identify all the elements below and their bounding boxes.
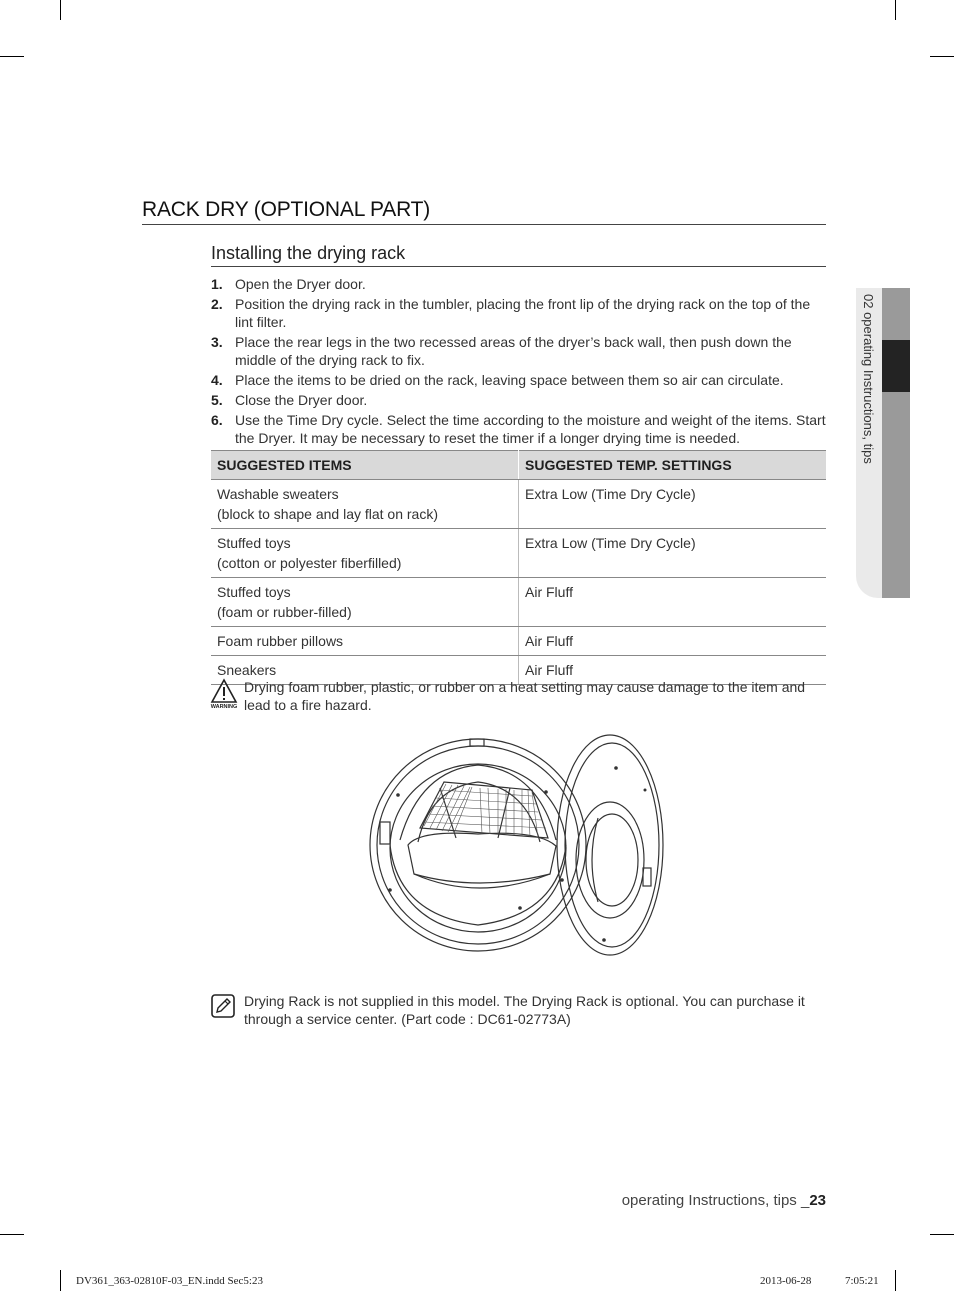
step-item (211, 371, 826, 389)
warning-text: Drying foam rubber, plastic, or rubber on a heat setting may cause damage to the item and lead to a fire hazard. (244, 679, 806, 713)
slug-file: DV361_363-02810F-03_EN.indd Sec5:23 (76, 1275, 263, 1287)
item-name: Stuffed toys (217, 584, 291, 600)
step-text: Place the rear legs in the two recessed areas of the dryer’s back wall, then push down the middle of the drying rack to fix. (235, 334, 792, 368)
step-number: 6. (211, 412, 223, 428)
step-item (211, 391, 826, 409)
subsection-title: Installing the drying rack (211, 243, 406, 263)
step-text: Position the drying rack in the tumbler, placing the front lip of the drying rack on the top of the lint filter. (235, 296, 811, 330)
side-tab-strip (882, 288, 910, 598)
footer-section: operating Instructions, tips _ (621, 1192, 810, 1209)
item-name: Sneakers (217, 662, 277, 678)
slug-date: 2013-06-28 (760, 1275, 812, 1287)
warning-icon-label: WARNING (210, 704, 238, 710)
page-footer (622, 1192, 826, 1209)
step-text: Open the Dryer door. (235, 276, 366, 292)
table-row (211, 529, 826, 578)
side-tab-marker (882, 340, 910, 392)
item-name: Washable sweaters (217, 486, 339, 502)
temp-settings-table (211, 450, 826, 685)
setting-cell: Extra Low (Time Dry Cycle) (519, 529, 827, 578)
item-detail: (block to shape and lay flat on rack) (217, 506, 439, 522)
setting-cell: Air Fluff (519, 656, 827, 685)
crop-mark (60, 1270, 61, 1291)
dryer-rack-illustration (360, 730, 680, 962)
step-number: 4. (211, 372, 223, 388)
page-number: 23 (809, 1192, 826, 1209)
setting-cell: Air Fluff (519, 578, 827, 627)
step-text: Close the Dryer door. (235, 392, 368, 408)
step-number: 3. (211, 334, 223, 350)
slug-time: 7:05:21 (845, 1275, 879, 1287)
item-name: Foam rubber pillows (217, 633, 344, 649)
table-row (211, 578, 826, 627)
step-item (211, 411, 826, 447)
table-row (211, 627, 826, 656)
item-detail: (cotton or polyester fiberfilled) (217, 555, 402, 571)
install-steps (211, 275, 826, 449)
section-title: RACK DRY (OPTIONAL PART) (142, 198, 431, 221)
item-name: Stuffed toys (217, 535, 291, 551)
title-rule (142, 224, 826, 225)
table-row (211, 480, 826, 529)
step-item (211, 333, 826, 369)
subtitle-rule (211, 266, 826, 267)
crop-mark (895, 1270, 896, 1291)
table-header-row (211, 451, 826, 480)
note-pencil-icon (211, 994, 235, 1018)
item-cell (211, 529, 519, 578)
step-item (211, 295, 826, 331)
crop-mark (0, 56, 24, 57)
side-tab-label-wrap (856, 294, 882, 594)
step-text: Place the items to be dried on the rack, leaving space between them so air can circulate. (235, 372, 784, 388)
step-number: 5. (211, 392, 223, 408)
crop-mark (895, 0, 896, 20)
crop-mark (930, 56, 954, 57)
step-item (211, 275, 826, 293)
setting-cell: Air Fluff (519, 627, 827, 656)
item-detail: (foam or rubber-filled) (217, 604, 352, 620)
item-cell (211, 578, 519, 627)
crop-mark (60, 0, 61, 20)
header-suggested-settings: SUGGESTED TEMP. SETTINGS (519, 451, 827, 480)
item-cell (211, 627, 519, 656)
warning-icon (207, 678, 241, 710)
crop-mark (930, 1234, 954, 1235)
side-tab-label: 02 operating Instructions, tips (861, 294, 876, 464)
crop-mark (0, 1234, 24, 1235)
step-number: 2. (211, 296, 223, 312)
item-cell (211, 480, 519, 529)
step-text: Use the Time Dry cycle. Select the time according to the moisture and weight of the items. Start the Dryer. It may be necessary to reset the timer if a longer drying time is needed. (235, 412, 826, 446)
header-suggested-items: SUGGESTED ITEMS (211, 451, 519, 480)
step-number: 1. (211, 276, 223, 292)
chapter-side-tab (856, 288, 910, 598)
setting-cell: Extra Low (Time Dry Cycle) (519, 480, 827, 529)
note-text: Drying Rack is not supplied in this model. The Drying Rack is optional. You can purchase it through a service center. (Part code : DC61-02773A) (244, 993, 805, 1027)
